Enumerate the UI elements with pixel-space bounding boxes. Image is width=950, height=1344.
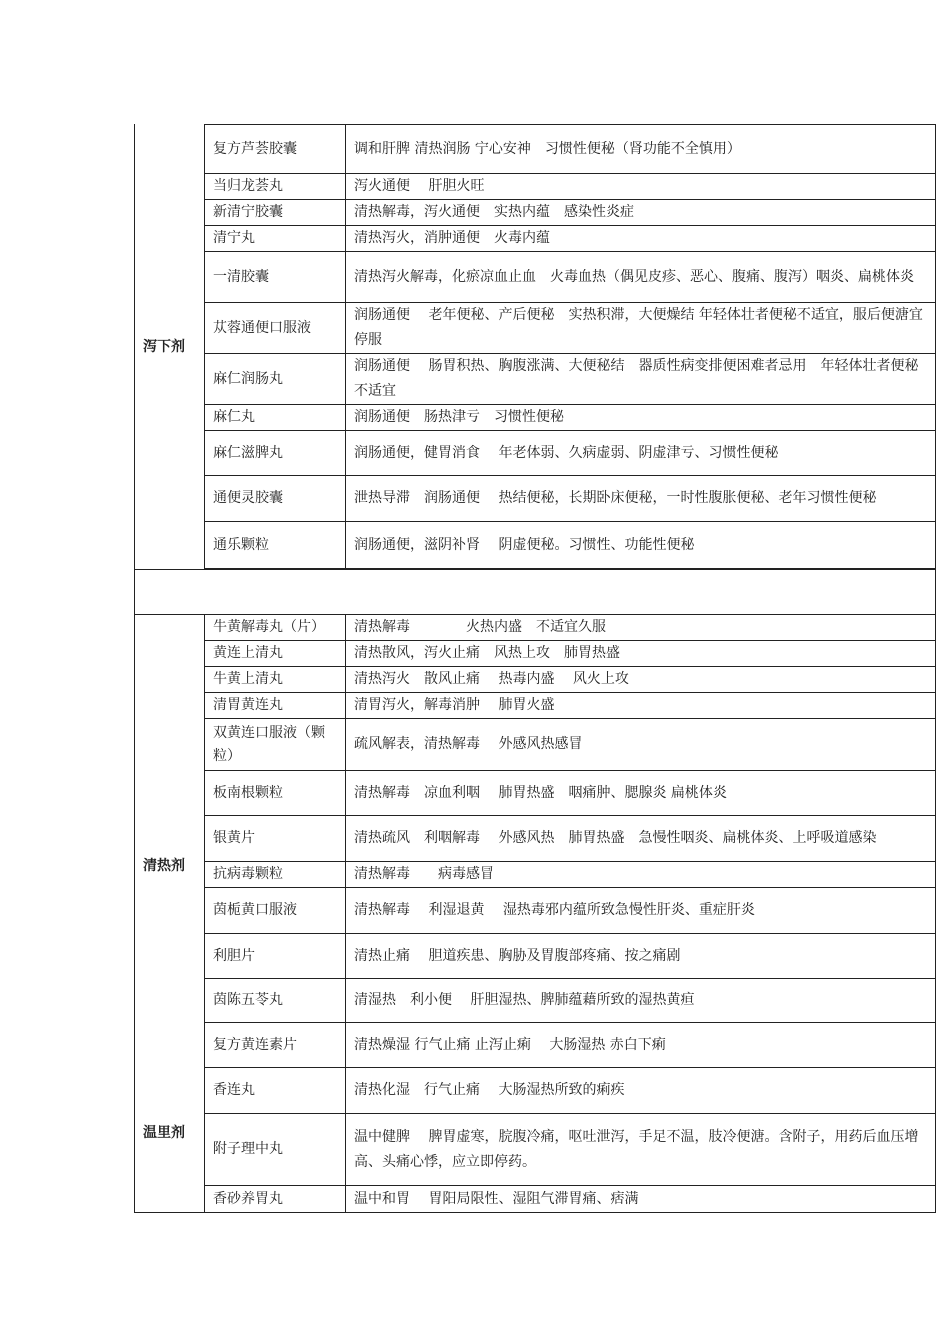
medicine-name: 一清胶囊 [205,252,346,302]
medicine-name: 附子理中丸 [205,1114,346,1185]
table-row [205,226,936,252]
medicine-name: 茵栀黄口服液 [205,888,346,933]
medicine-description: 泻火通便 肝胆火旺 [346,174,936,199]
table-row [205,174,936,200]
table-row [205,719,936,771]
medicine-description: 润肠通便 肠热津亏 习惯性便秘 [346,405,936,430]
category-group-laxative [134,124,936,569]
table-row [205,1114,936,1186]
medicine-description: 清热疏风 利咽解毒 外感风热 肺胃热盛 急慢性咽炎、扁桃体炎、上呼吸道感染 [346,816,936,861]
medicine-name: 通便灵胶囊 [205,476,346,521]
medicine-description: 润肠通便 老年便秘、产后便秘 实热积滞，大便燥结 年轻体壮者便秘不适宜，服后便溏宜停服 [346,303,936,353]
medicine-description: 清热泻火，消肿通便 火毒内蕴 [346,226,936,251]
table-row [205,888,936,934]
category-cell [135,124,205,569]
table-row [205,252,936,303]
table-row [205,615,936,641]
medicine-name: 麻仁滋脾丸 [205,431,346,475]
table-row [205,771,936,816]
medicine-description: 清热散风，泻火止痛 风热上攻 肺胃热盛 [346,641,936,666]
table-row [205,667,936,693]
table-spacer-row [134,569,936,615]
medicine-description: 温中健脾 脾胃虚寒，脘腹冷痛，呕吐泄泻，手足不温，肢冷便溏。含附子，用药后血压增高、头痛心悸，应立即停药。 [346,1114,936,1185]
medicine-description: 润肠通便，滋阴补肾 阴虚便秘。习惯性、功能性便秘 [346,522,936,568]
table-row [205,200,936,226]
medicine-name: 新清宁胶囊 [205,200,346,225]
category-label: 清热剂 [143,858,185,874]
table-row [205,862,936,888]
medicine-name: 通乐颗粒 [205,522,346,568]
table-row [205,816,936,862]
table-row [205,354,936,405]
medicine-description: 润肠通便，健胃消食 年老体弱、久病虚弱、阴虚津亏、习惯性便秘 [346,431,936,475]
medicine-description: 清热解毒，泻火通便 实热内蕴 感染性炎症 [346,200,936,225]
table-row [205,303,936,354]
medicine-description: 清胃泻火，解毒消肿 肺胃火盛 [346,693,936,718]
medicine-name: 苁蓉通便口服液 [205,303,346,353]
medicine-description: 泄热导滞 润肠通便 热结便秘，长期卧床便秘，一时性腹胀便秘、老年习惯性便秘 [346,476,936,521]
medicine-name: 茵陈五苓丸 [205,979,346,1022]
medicine-description: 清热解毒 凉血利咽 肺胃热盛 咽痛肿、腮腺炎 扁桃体炎 [346,771,936,815]
table-row [205,641,936,667]
medicine-description: 温中和胃 胃阳局限性、湿阻气滞胃痛、痞满 [346,1186,936,1212]
table-row [205,1023,936,1068]
medicine-name: 清胃黄连丸 [205,693,346,718]
medicine-description: 清热泻火解毒，化瘀凉血止血 火毒血热（偶见皮疹、恶心、腹痛、腹泻）咽炎、扁桃体炎 [346,252,936,302]
table-row [205,124,936,174]
table-row [205,693,936,719]
medicine-description: 清热燥湿 行气止痛 止泻止痢 大肠湿热 赤白下痢 [346,1023,936,1067]
table-row [205,431,936,476]
medicine-name: 抗病毒颗粒 [205,862,346,887]
medicine-name: 复方芦荟胶囊 [205,125,346,173]
medicine-description: 调和肝脾 清热润肠 宁心安神 习惯性便秘（肾功能不全慎用） [346,125,936,173]
medicine-description: 清湿热 利小便 肝胆湿热、脾肺蕴藉所致的湿热黄疸 [346,979,936,1022]
category-label: 泻下剂 [143,339,185,355]
medicine-name: 板南根颗粒 [205,771,346,815]
medicine-name: 黄连上清丸 [205,641,346,666]
medicine-name: 麻仁丸 [205,405,346,430]
medicine-name: 当归龙荟丸 [205,174,346,199]
medicine-description: 清热解毒 火热内盛 不适宜久服 [346,615,936,640]
table-row [205,979,936,1023]
medicine-name: 香连丸 [205,1068,346,1113]
medicine-description: 清热泻火 散风止痛 热毒内盛 风火上攻 [346,667,936,692]
medicine-description: 疏风解表，清热解毒 外感风热感冒 [346,719,936,770]
table-row [205,1068,936,1114]
medicine-name: 银黄片 [205,816,346,861]
medicine-name: 利胆片 [205,934,346,978]
medicine-name: 清宁丸 [205,226,346,251]
medicine-name: 香砂养胃丸 [205,1186,346,1212]
medicine-description: 清热化湿 行气止痛 大肠湿热所致的痢疾 [346,1068,936,1113]
medicine-description: 清热解毒 病毒感冒 [346,862,936,887]
medicine-name: 牛黄上清丸 [205,667,346,692]
table-row [205,1186,936,1212]
medicine-name: 麻仁润肠丸 [205,354,346,404]
table-row [205,934,936,979]
category-cell [135,615,205,1114]
medicine-description: 清热解毒 利湿退黄 湿热毒邪内蕴所致急慢性肝炎、重症肝炎 [346,888,936,933]
table-row [205,476,936,522]
table-row [205,522,936,569]
category-group-heat-clearing [134,615,936,1114]
category-group-interior-warming [134,1114,936,1213]
medicine-description: 清热止痛 胆道疾患、胸胁及胃腹部疼痛、按之痛剧 [346,934,936,978]
category-cell [135,1114,205,1212]
medicine-description: 润肠通便 肠胃积热、胸腹涨满、大便秘结 器质性病变排便困难者忌用 年轻体壮者便秘不适宜 [346,354,936,404]
medicine-table [134,124,936,1213]
table-row [205,405,936,431]
medicine-name: 牛黄解毒丸（片） [205,615,346,640]
category-label: 温里剂 [143,1125,185,1141]
medicine-name: 双黄连口服液（颗粒） [205,719,346,770]
medicine-name: 复方黄连素片 [205,1023,346,1067]
